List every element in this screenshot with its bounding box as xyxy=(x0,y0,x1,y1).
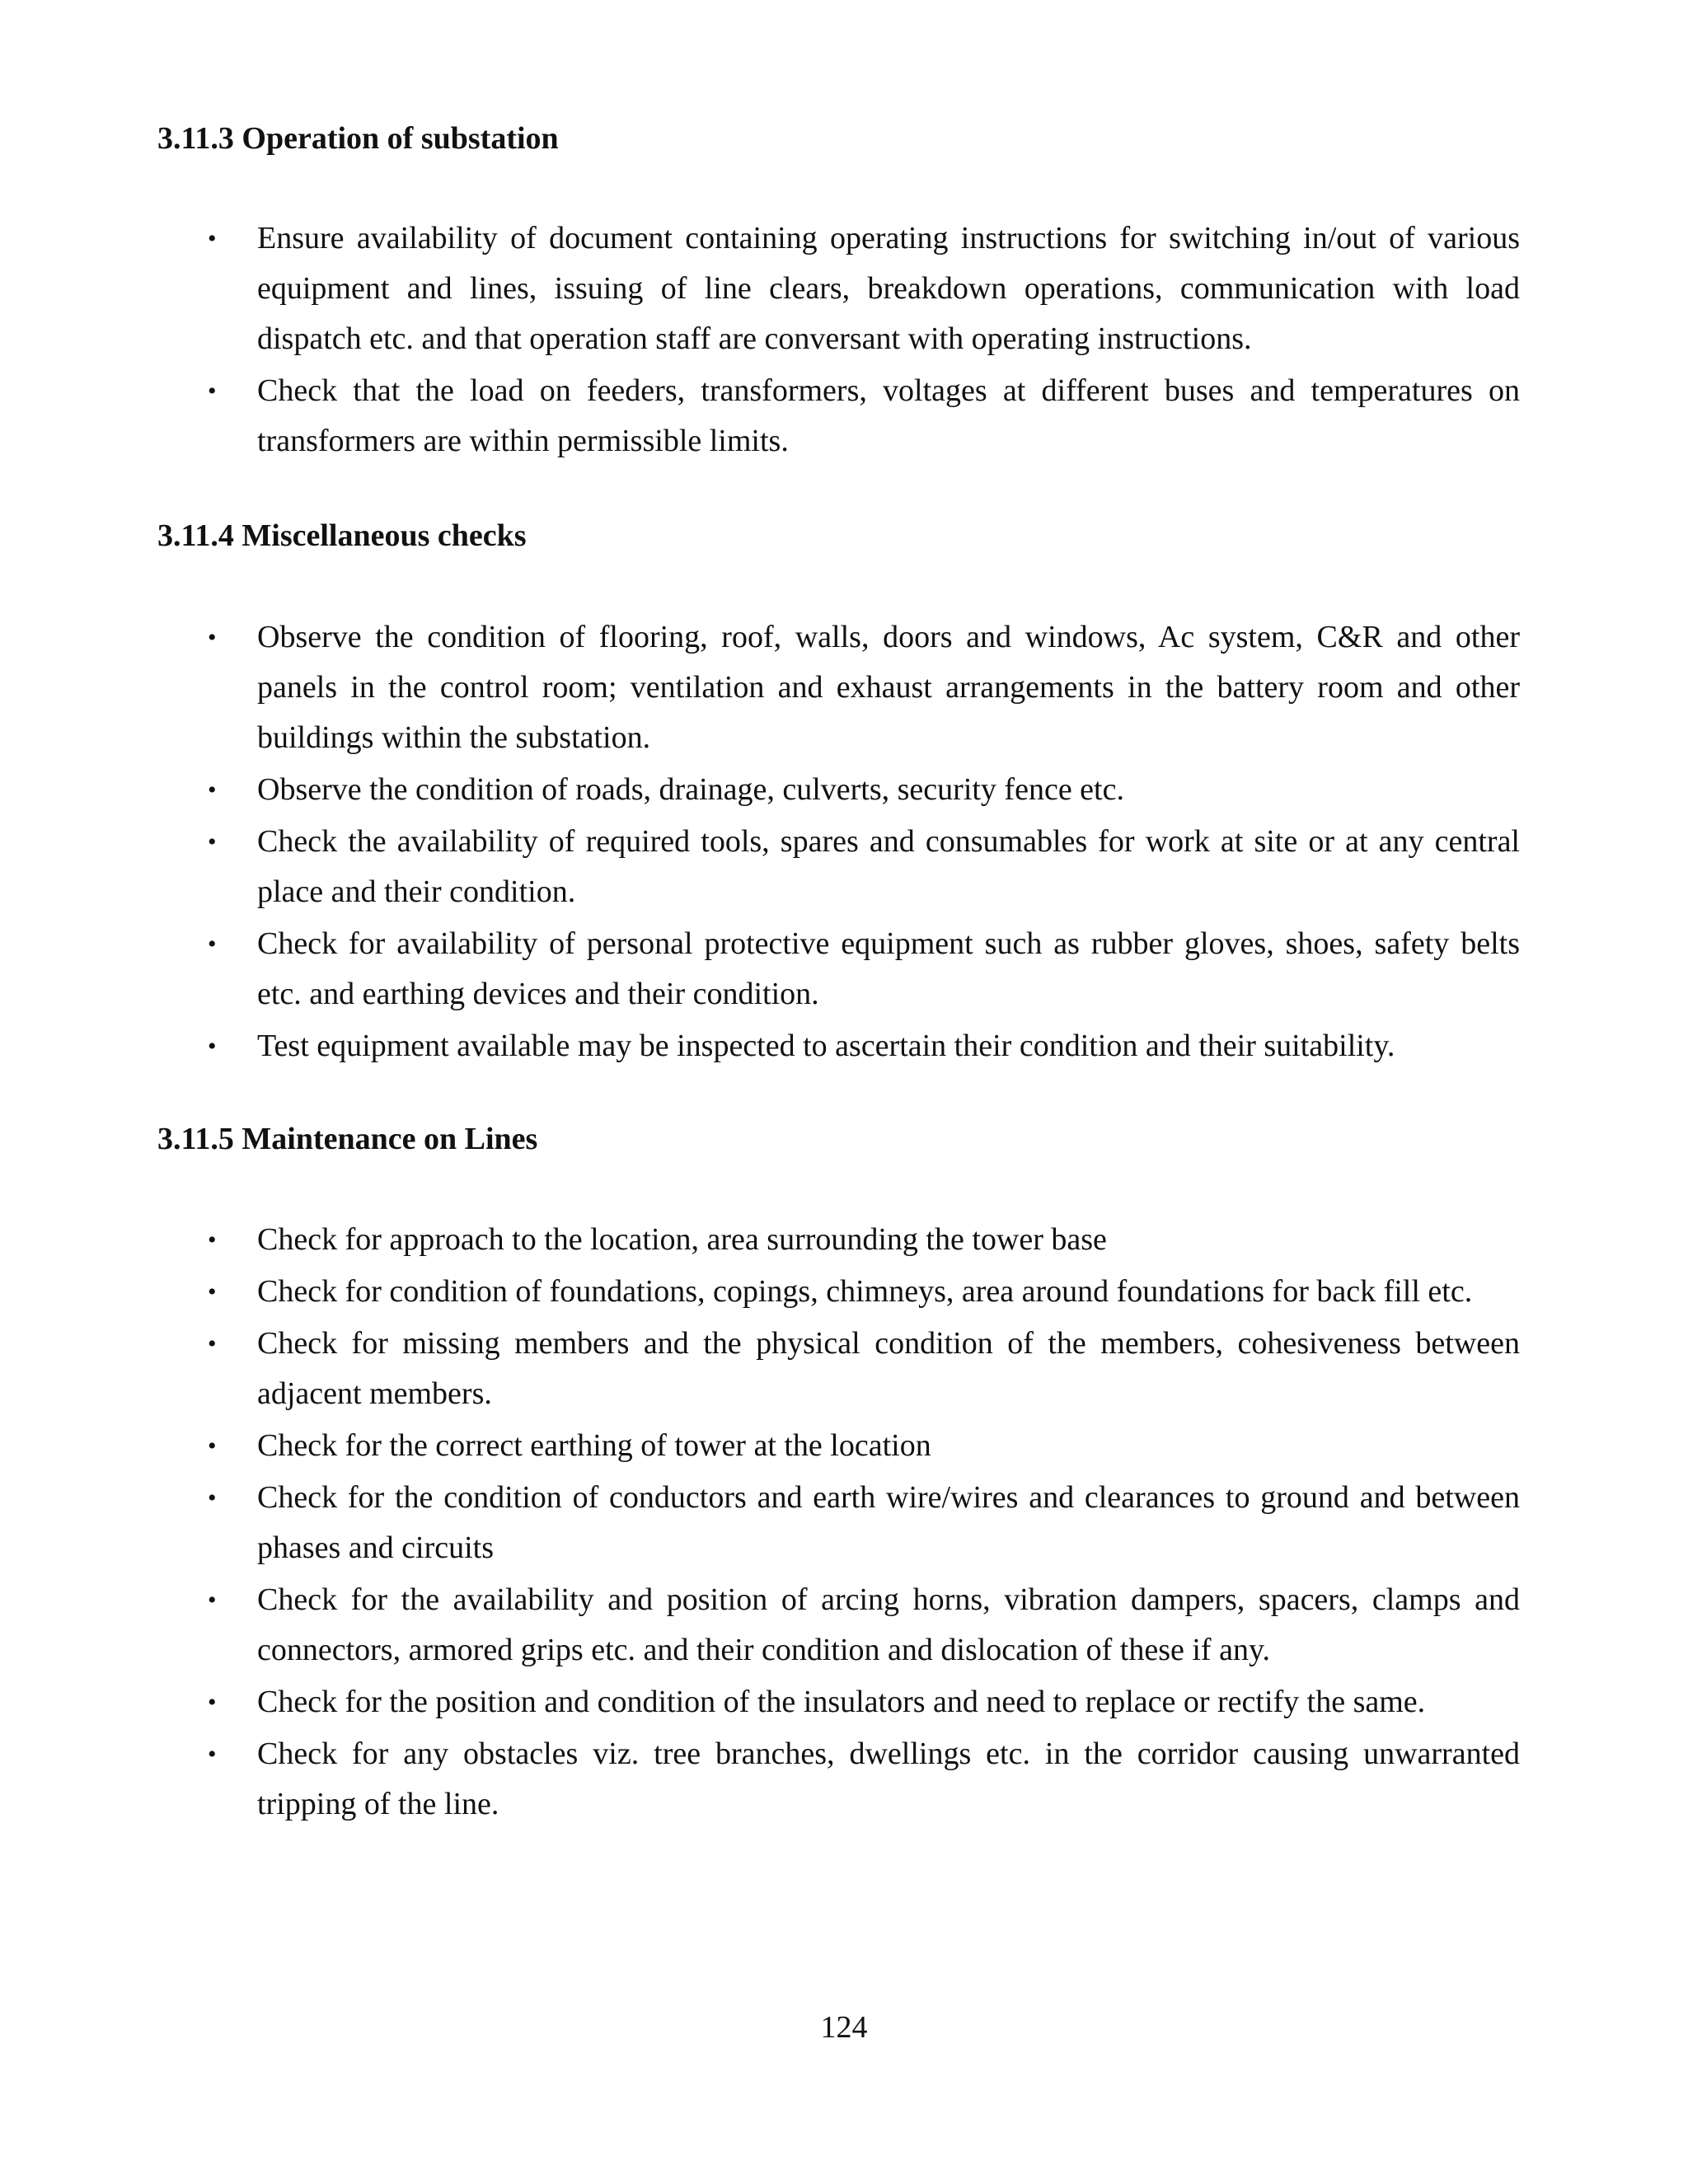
list-item xyxy=(0,1677,1520,1727)
list-item xyxy=(0,1319,1520,1419)
list-item xyxy=(0,366,1520,466)
list-item-text: Check for condition of foundations, copings, chimneys, area around foundations for back fill etc. xyxy=(257,1274,1473,1309)
list-item xyxy=(0,1729,1520,1830)
list-item xyxy=(0,1575,1520,1675)
bullet-icon: • xyxy=(208,1226,217,1254)
list-item-text: Check that the load on feeders, transformers, voltages at different buses and temperatures on transformers are within permissible limits. xyxy=(257,373,1520,458)
list-item-text: Check for availability of personal protective equipment such as rubber gloves, shoes, safety belts etc. and earthing devices and their condition. xyxy=(257,926,1520,1011)
bullet-icon: • xyxy=(208,930,217,958)
list-item xyxy=(0,1421,1520,1471)
list-item xyxy=(0,213,1520,364)
bullet-icon: • xyxy=(208,1689,217,1716)
list-item xyxy=(0,612,1520,763)
bullet-icon: • xyxy=(208,828,217,855)
bullet-list-miscellaneous-checks xyxy=(0,612,1520,1073)
bullet-icon: • xyxy=(208,776,217,804)
list-item xyxy=(0,919,1520,1019)
list-item-text: Test equipment available may be inspected to ascertain their condition and their suitability. xyxy=(257,1029,1395,1063)
bullet-list-maintenance-on-lines xyxy=(0,1215,1520,1831)
page-number: 124 xyxy=(820,2010,868,2045)
list-item xyxy=(0,1473,1520,1573)
section-heading-maintenance-on-lines: 3.11.5 Maintenance on Lines xyxy=(157,1122,538,1156)
bullet-icon: • xyxy=(208,1278,217,1305)
bullet-icon: • xyxy=(208,1586,217,1614)
list-item-text: Check for the position and condition of the insulators and need to replace or rectify the same. xyxy=(257,1685,1426,1719)
bullet-icon: • xyxy=(208,1330,217,1357)
list-item xyxy=(0,1021,1520,1071)
section-heading-miscellaneous-checks: 3.11.4 Miscellaneous checks xyxy=(157,518,527,553)
list-item-text: Check for approach to the location, area surrounding the tower base xyxy=(257,1222,1107,1257)
bullet-list-operation-of-substation xyxy=(0,213,1520,468)
list-item xyxy=(0,765,1520,815)
section-heading-operation-of-substation: 3.11.3 Operation of substation xyxy=(157,121,559,156)
bullet-icon: • xyxy=(208,225,217,252)
bullet-icon: • xyxy=(208,1484,217,1511)
list-item xyxy=(0,1267,1520,1317)
list-item-text: Observe the condition of flooring, roof, walls, doors and windows, Ac system, C&R and other panels in the control room; ventilation and exhaust arrangements in the battery room and other buildings within the substation. xyxy=(257,620,1520,755)
list-item-text: Ensure availability of document containing operating instructions for switching in/out of various equipment and lines, issuing of line clears, breakdown operations, communication with load dispatch etc. and that operation staff are conversant with operating instructions. xyxy=(257,221,1520,356)
list-item xyxy=(0,817,1520,917)
list-item-text: Check for the condition of conductors and earth wire/wires and clearances to ground and between phases and circuits xyxy=(257,1480,1520,1565)
list-item xyxy=(0,1215,1520,1265)
list-item-text: Check for any obstacles viz. tree branches, dwellings etc. in the corridor causing unwarranted tripping of the line. xyxy=(257,1736,1520,1821)
bullet-icon: • xyxy=(208,1033,217,1060)
bullet-icon: • xyxy=(208,1432,217,1460)
list-item-text: Check for the availability and position of arcing horns, vibration dampers, spacers, clamps and connectors, armored grips etc. and their condition and dislocation of these if any. xyxy=(257,1582,1520,1667)
list-item-text: Check for the correct earthing of tower at the location xyxy=(257,1428,931,1463)
bullet-icon: • xyxy=(208,377,217,405)
list-item-text: Check the availability of required tools, spares and consumables for work at site or at any central place and their condition. xyxy=(257,824,1520,909)
bullet-icon: • xyxy=(208,624,217,651)
bullet-icon: • xyxy=(208,1741,217,1768)
list-item-text: Observe the condition of roads, drainage, culverts, security fence etc. xyxy=(257,772,1124,807)
list-item-text: Check for missing members and the physical condition of the members, cohesiveness between adjacent members. xyxy=(257,1326,1520,1411)
